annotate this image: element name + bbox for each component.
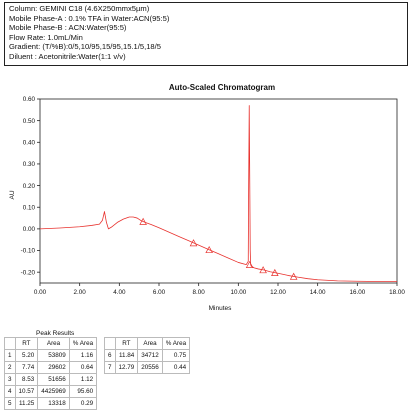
chromatogram-chart: [0, 76, 416, 316]
peak-table-column-header: Area: [138, 338, 163, 350]
y-axis-label: AU: [9, 190, 16, 200]
table-cell: 3: [5, 374, 16, 386]
chromatogram-trace: [40, 105, 397, 281]
x-tick-label: 12.00: [270, 289, 286, 296]
table-cell: 1.12: [69, 374, 96, 386]
x-tick-label: 10.00: [230, 289, 247, 296]
table-cell: 0.75: [162, 350, 189, 362]
table-row: [5, 374, 97, 386]
table-cell: 95.60: [69, 386, 96, 398]
peak-results-table-right: [104, 337, 190, 374]
table-cell: 5.20: [15, 350, 38, 362]
y-tick-label: 0.10: [22, 204, 35, 212]
table-cell: 0.64: [69, 362, 96, 374]
table-cell: 11.84: [115, 350, 138, 362]
method-gradient: Gradient: (T/%B):0/5,10/95,15/95,15.1/5,18/5: [9, 42, 161, 52]
table-row: [5, 386, 97, 398]
table-row: [105, 350, 190, 362]
method-mobile-phase-a: Mobile Phase-A : 0.1% TFA in Water:ACN(95:5): [9, 13, 170, 23]
y-tick-label: -0.10: [20, 247, 35, 255]
table-cell: 20556: [138, 362, 163, 374]
method-mobile-phase-b: Mobile Phase-B : ACN:Water(95:5): [9, 23, 127, 33]
table-cell: 4425969: [38, 386, 70, 398]
y-tick-label: 0.00: [22, 226, 35, 234]
plot-frame: [40, 99, 397, 283]
method-info-box: [4, 2, 408, 66]
chart-title: Auto-Scaled Chromatogram: [168, 83, 276, 92]
table-cell: 7: [105, 362, 116, 374]
y-tick-label: 0.50: [22, 117, 35, 125]
table-cell: 51656: [38, 374, 70, 386]
x-tick-label: 6.00: [152, 289, 166, 296]
table-cell: 34712: [138, 350, 163, 362]
peak-table-column-header: % Area: [69, 338, 96, 350]
y-tick-label: -0.20: [20, 269, 35, 277]
table-cell: 7.74: [15, 362, 38, 374]
x-tick-label: 14.00: [309, 289, 326, 296]
table-cell: 1: [5, 350, 16, 362]
peak-table-column-header: Area: [38, 338, 70, 350]
table-cell: 10.57: [15, 386, 38, 398]
table-cell: 53809: [38, 350, 70, 362]
table-cell: 0.44: [162, 362, 189, 374]
table-cell: 29602: [38, 362, 70, 374]
y-tick-label: 0.60: [22, 96, 35, 104]
y-tick-label: 0.20: [22, 182, 35, 190]
table-row: [5, 350, 97, 362]
table-cell: 4: [5, 386, 16, 398]
y-tick-label: 0.40: [22, 139, 35, 147]
plot-area: [21, 96, 406, 296]
x-tick-label: 16.00: [349, 289, 366, 296]
x-axis-label: Minutes: [208, 305, 232, 312]
peak-table-index-header: [105, 338, 116, 350]
peak-table-index-header: [5, 338, 16, 350]
table-row: [5, 398, 97, 410]
table-row: [105, 362, 190, 374]
method-flow-rate: Flow Rate: 1.0mL/Min: [9, 32, 83, 42]
table-row: [5, 362, 97, 374]
table-cell: 8.53: [15, 374, 38, 386]
table-cell: 1.16: [69, 350, 96, 362]
x-tick-label: 8.00: [192, 289, 205, 296]
peak-table-header-row: [5, 338, 97, 350]
x-tick-label: 18.00: [389, 289, 405, 296]
x-tick-label: 2.00: [73, 289, 86, 296]
peak-table-column-header: RT: [115, 338, 138, 350]
table-cell: 13318: [38, 398, 70, 410]
table-cell: 5: [5, 398, 16, 410]
peak-table-column-header: % Area: [162, 338, 189, 350]
x-tick-label: 0.00: [33, 289, 47, 296]
x-tick-label: 4.00: [113, 289, 126, 296]
table-cell: 12.79: [115, 362, 138, 374]
y-tick-label: 0.30: [22, 161, 35, 169]
peak-results-table-left: [4, 337, 97, 410]
peak-table-column-header: RT: [15, 338, 38, 350]
method-diluent: Diluent : Acetonitrile:Water(1:1 v/v): [9, 51, 126, 61]
table-cell: 0.29: [69, 398, 96, 410]
peak-table-header-row: [105, 338, 190, 350]
method-column: Column: GEMINI C18 (4.6X250mmx5µm): [9, 4, 150, 13]
table-cell: 11.25: [15, 398, 38, 410]
peak-results-title: Peak Results: [36, 330, 75, 337]
table-cell: 2: [5, 362, 16, 374]
table-cell: 6: [105, 350, 116, 362]
